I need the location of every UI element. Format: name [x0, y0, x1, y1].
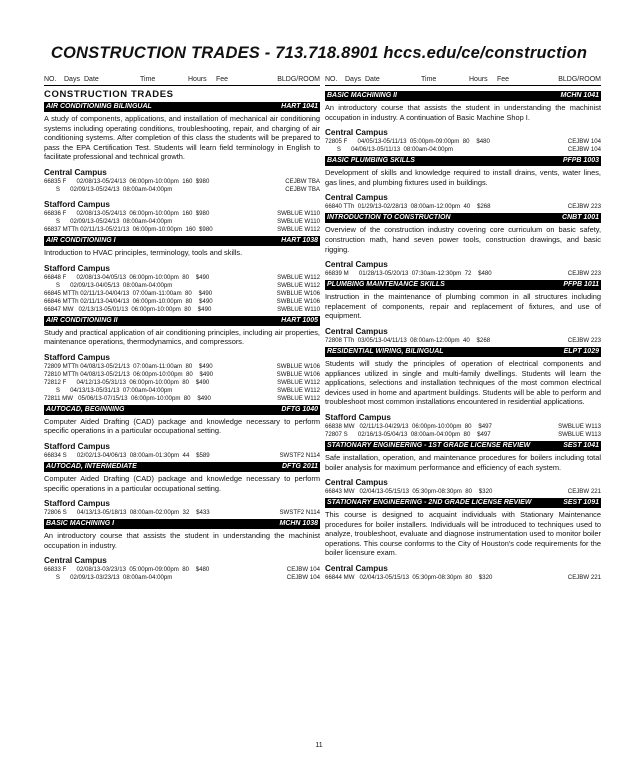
- schedule-details: S 04/06/13-05/11/13 08:00am-04:00pm: [325, 146, 453, 154]
- course-name: STATIONARY ENGINEERING - 2ND GRADE LICENSE REVIEW: [327, 499, 532, 507]
- schedule-row: [44, 452, 320, 460]
- course-code: SEST 1041: [563, 441, 599, 449]
- schedule-row: [44, 363, 320, 371]
- course-title-bar: [44, 236, 320, 246]
- schedule-details: 66845 MTTh 02/11/13-04/04/13 07:00am-11:00am 80 $490: [44, 289, 213, 297]
- header-no: NO.: [44, 76, 57, 83]
- schedule-row: [325, 574, 601, 582]
- bldg-room: SWBLUE W113: [558, 422, 601, 430]
- schedule-details: 66848 F 02/08/13-04/05/13 06:00pm-10:00pm 80 $490: [44, 273, 210, 281]
- bldg-room: CEJBW 104: [286, 566, 320, 574]
- course-title-bar: [44, 102, 320, 112]
- campus-heading: Stafford Campus: [44, 499, 110, 509]
- schedule-row: [44, 371, 320, 379]
- bldg-room: CEJBW 104: [286, 574, 320, 582]
- course-name: AUTOCAD, INTERMEDIATE: [46, 462, 137, 470]
- schedule-row: [44, 298, 320, 306]
- campus-heading: Stafford Campus: [44, 352, 110, 362]
- course-list-left: [44, 102, 320, 582]
- bldg-room: CEJBW 104: [567, 138, 601, 146]
- campus-heading: Stafford Campus: [325, 412, 391, 422]
- column-header: [325, 72, 601, 86]
- course-description: Safe installation, operation, and maintenance procedures for boilers including total boiler analysis for maximum performance and efficiency of each system.: [325, 452, 601, 472]
- schedule-row: [44, 210, 320, 218]
- schedule-row: [44, 218, 320, 226]
- schedule-row: [325, 203, 601, 211]
- header-fee: Fee: [497, 76, 510, 83]
- course-description: Computer Aided Drafting (CAD) package and knowledge necessary to perform specific operations in a particular occupational setting.: [44, 416, 320, 436]
- header-bldg-room: BLDG/ROOM: [558, 76, 601, 83]
- campus-heading: Central Campus: [325, 478, 388, 488]
- bldg-room: SWBLUE W106: [276, 289, 320, 297]
- course-code: DFTG 1040: [281, 405, 318, 413]
- course-name: INTRODUCTION TO CONSTRUCTION: [327, 214, 451, 222]
- header-fee: Fee: [216, 76, 229, 83]
- campus-heading: Central Campus: [325, 260, 388, 270]
- schedule-details: S 02/09/13-05/24/13 08:00am-04:00pm: [44, 185, 173, 193]
- schedule-details: 66837 MTTh 02/11/13-05/21/13 06:00pm-10:00pm 160 $980: [44, 225, 213, 233]
- schedule-details: S 02/09/13-03/23/13 08:00am-04:00pm: [44, 574, 173, 582]
- schedule-details: 66847 MW 02/13/13-05/01/13 06:00pm-10:00pm 80 $490: [44, 305, 212, 313]
- header-days: Days: [64, 76, 80, 83]
- schedule-row: [325, 488, 601, 496]
- schedule-details: 72810 MTTh 04/08/13-05/21/13 06:00pm-10:00pm 80 $490: [44, 370, 214, 378]
- course-list-right: [325, 91, 601, 582]
- campus-heading: Stafford Campus: [44, 441, 110, 451]
- course-name: BASIC MACHINING I: [46, 520, 115, 528]
- course-title-bar: [325, 347, 601, 357]
- header-date: Date: [84, 76, 99, 83]
- schedule-details: 66846 MTTh 02/11/13-04/04/13 06:00pm-10:00pm 80 $490: [44, 297, 213, 305]
- course-title-bar: [44, 519, 320, 529]
- schedule-details: S 02/09/13-04/05/13 08:00am-04:00pm: [44, 281, 173, 289]
- schedule-row: [44, 379, 320, 387]
- course-code: MCHN 1038: [279, 520, 318, 528]
- campus-heading: Central Campus: [325, 193, 388, 203]
- course-code: PFPB 1011: [563, 281, 599, 289]
- schedule-row: [44, 566, 320, 574]
- campus-heading: Stafford Campus: [44, 263, 110, 273]
- schedule-row: [44, 395, 320, 403]
- schedule-row: [44, 387, 320, 395]
- course-description: This course is designed to acquaint individuals with Stationary Maintenance procedures for boiler installers. Individuals will be introduced to techniques used to analyze, troubleshoot, evaluate and diagnose instrumentation used to monitor boiler operations. This course conforms to the City of Houston's code requirements for the boiler licensure exam.: [325, 510, 601, 558]
- bldg-room: CEJBW 223: [567, 270, 601, 278]
- course-title-bar: [325, 441, 601, 451]
- bldg-room: SWBLUE W112: [277, 378, 320, 386]
- course-title-bar: [44, 405, 320, 415]
- course-description: Instruction in the maintenance of plumbing common in all structures including replacement of components, repair and replacement of fixtures, and use of equipment.: [325, 292, 601, 321]
- schedule-details: 72812 F 04/12/13-05/31/13 06:00pm-10:00pm 80 $490: [44, 378, 210, 386]
- schedule-row: [44, 574, 320, 582]
- course-name: AUTOCAD, BEGINNING: [46, 405, 125, 413]
- bldg-room: SWBLUE W112: [277, 225, 320, 233]
- schedule-row: [44, 186, 320, 194]
- bldg-room: CEJBW TBA: [285, 185, 320, 193]
- course-description: Study and practical application of air conditioning principles, including air properties, maintenance operations, thermodynamics, and compressors.: [44, 327, 320, 347]
- schedule-row: [325, 138, 601, 146]
- bldg-room: SWBLUE W106: [276, 362, 320, 370]
- course-title-bar: [44, 316, 320, 326]
- course-name: PLUMBING MAINTENANCE SKILLS: [327, 281, 445, 289]
- course-description: Computer Aided Drafting (CAD) package and knowledge necessary to perform specific operations in a particular occupational setting.: [44, 473, 320, 493]
- course-code: CNBT 1001: [562, 214, 599, 222]
- campus-heading: Stafford Campus: [44, 199, 110, 209]
- bldg-room: SWBLUE W110: [277, 209, 320, 217]
- bldg-room: SWSTF2 N114: [279, 509, 320, 517]
- header-days: Days: [345, 76, 361, 83]
- section-title: CONSTRUCTION TRADES: [44, 89, 174, 100]
- column-header: [44, 72, 320, 86]
- course-title-bar: [325, 498, 601, 508]
- course-code: HART 1038: [281, 236, 318, 244]
- course-title-bar: [44, 462, 320, 472]
- course-name: AIR CONDITIONING BILINGUAL: [46, 103, 152, 110]
- header-time: Time: [140, 76, 156, 83]
- campus-heading: Central Campus: [325, 564, 388, 574]
- page-number: 11: [315, 742, 323, 749]
- bldg-room: SWBLUE W110: [277, 305, 320, 313]
- schedule-row: [44, 226, 320, 234]
- course-name: AIR CONDITIONING I: [46, 236, 116, 244]
- course-description: Students will study the principles of operation of electrical components and appliances utilized in single and multi-family dwellings. Students will learn the applications, selections and installation techniques of the most common electrical devices used in home and apartment buildings. Students will be able to perform and troubleshoot most common installations encountered in residential applications.: [325, 358, 601, 407]
- schedule-details: 72805 F 04/05/13-05/11/13 05:00pm-09:00pm 80 $480: [325, 138, 490, 146]
- schedule-details: 72808 TTh 03/05/13-04/11/13 08:00am-12:00pm 40 $268: [325, 336, 491, 344]
- schedule-row: [325, 270, 601, 278]
- bldg-room: SWBLUE W112: [277, 273, 320, 281]
- bldg-room: SWBLUE W110: [277, 217, 320, 225]
- bldg-room: CEJBW 104: [567, 146, 601, 154]
- bldg-room: SWSTF2 N114: [279, 451, 320, 459]
- schedule-details: 72811 MW 05/06/13-07/15/13 06:00pm-10:00pm 80 $490: [44, 394, 211, 402]
- campus-heading: Central Campus: [325, 128, 388, 138]
- course-name: RESIDENTIAL WIRING, BILINGUAL: [327, 347, 444, 355]
- course-description: An introductory course that assists the student in understanding the machinist occupation in industry.: [44, 531, 320, 550]
- bldg-room: SWBLUE W106: [276, 370, 320, 378]
- schedule-row: [44, 274, 320, 282]
- schedule-details: 66844 MW 02/04/13-05/15/13 05:30pm-08:30pm 80 $320: [325, 574, 493, 582]
- schedule-details: 66834 S 02/02/13-04/06/13 08:00am-01:30pm 44 $589: [44, 451, 210, 459]
- page-title: CONSTRUCTION TRADES - 713.718.8901 hccs.edu/ce/construction: [50, 44, 588, 62]
- course-description: Overview of the construction industry covering core curriculum on basic safety, construction math, hand seven power tools, construction drawings, and basic rigging.: [325, 225, 601, 254]
- bldg-room: CEJBW TBA: [285, 177, 320, 185]
- header-hours: Hours: [469, 76, 488, 83]
- schedule-details: 72807 S 02/16/13-05/04/13 08:00am-04:00pm 80 $497: [325, 430, 491, 438]
- course-title-bar: [325, 156, 601, 166]
- course-code: ELPT 1029: [563, 347, 599, 355]
- course-code: HART 1041: [281, 103, 318, 110]
- bldg-room: SWBLUE W112: [277, 394, 320, 402]
- course-code: HART 1005: [281, 316, 318, 324]
- bldg-room: SWBLUE W113: [558, 430, 601, 438]
- schedule-details: S 02/09/13-05/24/13 08:00am-04:00pm: [44, 217, 173, 225]
- course-name: STATIONARY ENGINEERING - 1ST GRADE LICENSE REVIEW: [327, 441, 531, 449]
- bldg-room: SWBLUE W112: [277, 281, 320, 289]
- schedule-row: [325, 423, 601, 431]
- schedule-details: S 04/13/13-05/31/13 07:00am-04:00pm: [44, 386, 173, 394]
- schedule-row: [325, 431, 601, 439]
- right-column: [325, 72, 601, 582]
- schedule-row: [44, 282, 320, 290]
- course-code: MCHN 1041: [560, 92, 599, 99]
- header-bldg-room: BLDG/ROOM: [277, 76, 320, 83]
- left-column: [44, 72, 320, 582]
- course-description: Development of skills and knowledge required to install drains, vents, water lines, gas lines, and plumbing fixtures used in buildings.: [325, 168, 601, 187]
- schedule-details: 72809 MTTh 04/08/13-05/21/13 07:00am-11:00am 80 $490: [44, 362, 213, 370]
- bldg-room: CEJBW 223: [567, 203, 601, 211]
- header-no: NO.: [325, 76, 338, 83]
- course-title-bar: [325, 91, 601, 101]
- bldg-room: CEJBW 221: [567, 488, 601, 496]
- course-description: Introduction to HVAC principles, terminology, tools and skills.: [44, 247, 243, 257]
- schedule-details: 66839 M 01/28/13-05/20/13 07:30am-12:30pm 72 $480: [325, 270, 492, 278]
- schedule-details: 66843 MW 02/04/13-05/15/13 05:30pm-08:30pm 80 $320: [325, 488, 493, 496]
- bldg-room: CEJBW 221: [567, 574, 601, 582]
- course-description: An introductory course that assists the student in understanding the machinist occupation in industry. A continuation of Basic Machine Shop I.: [325, 103, 601, 122]
- schedule-details: 66833 F 02/08/13-03/23/13 05:00pm-09:00pm 80 $480: [44, 566, 210, 574]
- schedule-row: [325, 146, 601, 154]
- schedule-details: 66838 MW 02/11/13-04/29/13 06:00pm-10:00pm 80 $497: [325, 422, 492, 430]
- campus-heading: Central Campus: [44, 556, 107, 566]
- schedule-row: [44, 306, 320, 314]
- header-time: Time: [421, 76, 437, 83]
- course-title-bar: [325, 213, 601, 223]
- campus-heading: Central Campus: [325, 326, 388, 336]
- bldg-room: SWBLUE W112: [277, 386, 320, 394]
- course-code: SEST 1091: [563, 499, 599, 507]
- course-code: PFPB 1003: [562, 157, 599, 165]
- schedule-row: [44, 290, 320, 298]
- course-name: AIR CONDITIONING II: [46, 316, 118, 324]
- header-date: Date: [365, 76, 380, 83]
- course-code: DFTG 2011: [281, 462, 318, 470]
- schedule-row: [44, 178, 320, 186]
- course-name: BASIC MACHINING II: [327, 92, 397, 99]
- course-description: A study of components, applications, and installation of mechanical air conditioning systems including operating conditions, troubleshooting, repair, and charging of air conditioning systems. After completion of this class the students will be prepared to pass the EPA Certification Test. Students will learn field terminology in English to facilitate professional and technical growth.: [44, 114, 320, 162]
- bldg-room: CEJBW 223: [567, 336, 601, 344]
- schedule-details: 66836 F 02/08/13-05/24/13 06:00pm-10:00pm 160 $980: [44, 209, 210, 217]
- schedule-details: 66835 F 02/08/13-05/24/13 06:00pm-10:00pm 160 $980: [44, 177, 210, 185]
- schedule-row: [325, 337, 601, 345]
- header-hours: Hours: [188, 76, 207, 83]
- schedule-row: [44, 509, 320, 517]
- schedule-details: 66840 TTh 01/29/13-02/28/13 08:00am-12:00pm 40 $268: [325, 203, 491, 211]
- course-name: BASIC PLUMBING SKILLS: [327, 157, 415, 165]
- campus-heading: Central Campus: [44, 167, 107, 177]
- bldg-room: SWBLUE W106: [276, 297, 320, 305]
- course-title-bar: [325, 280, 601, 290]
- schedule-details: 72806 S 04/13/13-05/18/13 08:00am-02:00pm 32 $433: [44, 509, 210, 517]
